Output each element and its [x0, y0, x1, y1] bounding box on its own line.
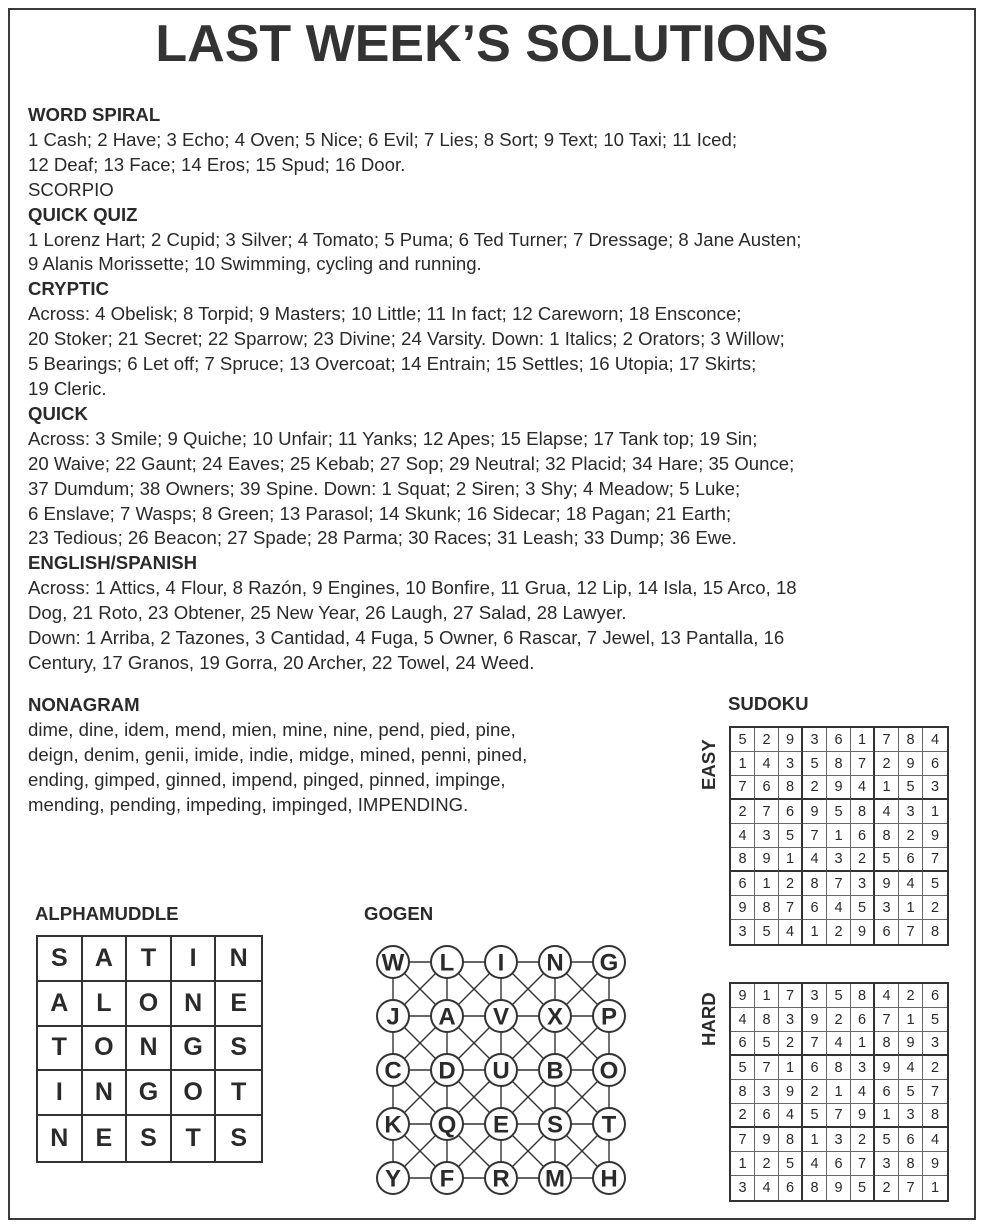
- sudoku-cell: 6: [899, 1128, 923, 1152]
- sudoku-cell: 9: [875, 1056, 899, 1080]
- sudoku-cell: 8: [803, 1176, 827, 1200]
- sudoku-cell: 2: [899, 824, 923, 848]
- gogen-letter: I: [497, 949, 505, 977]
- alphamuddle-cell: S: [38, 937, 83, 982]
- sudoku-cell: 5: [875, 848, 899, 872]
- sudoku-cell: 8: [827, 752, 851, 776]
- alphamuddle-grid: [36, 935, 263, 1163]
- sudoku-cell: 1: [803, 1128, 827, 1152]
- sudoku-heading: SUDOKU: [728, 693, 809, 714]
- sudoku-cell: 4: [851, 1080, 875, 1104]
- sudoku-cell: 4: [875, 800, 899, 824]
- alphamuddle-cell: G: [127, 1071, 172, 1116]
- alphamuddle-cell: S: [216, 1027, 261, 1072]
- sudoku-cell: 4: [755, 752, 779, 776]
- sudoku-cell: 2: [851, 848, 875, 872]
- sudoku-cell: 6: [875, 1080, 899, 1104]
- sudoku-cell: 4: [803, 848, 827, 872]
- sudoku-cell: 9: [755, 1128, 779, 1152]
- sudoku-cell: 2: [875, 1176, 899, 1200]
- alphamuddle-cell: I: [38, 1071, 83, 1116]
- sudoku-cell: 3: [779, 1008, 803, 1032]
- alphamuddle-cell: I: [172, 937, 217, 982]
- sudoku-cell: 2: [731, 1104, 755, 1128]
- gogen-letter: X: [546, 1003, 564, 1031]
- sudoku-cell: 1: [803, 920, 827, 944]
- sudoku-cell: 8: [923, 1104, 947, 1128]
- sudoku-cell: 5: [779, 1152, 803, 1176]
- gogen-letter: U: [492, 1057, 510, 1085]
- sudoku-cell: 1: [851, 728, 875, 752]
- sudoku-easy-label: EASY: [698, 739, 719, 790]
- sudoku-cell: 6: [755, 776, 779, 800]
- gogen-letter: S: [546, 1111, 564, 1139]
- sudoku-cell: 6: [851, 824, 875, 848]
- sudoku-cell: 5: [755, 1032, 779, 1056]
- sudoku-cell: 1: [755, 984, 779, 1008]
- gogen-letter: F: [439, 1165, 455, 1193]
- alphamuddle-cell: T: [216, 1071, 261, 1116]
- sudoku-cell: 9: [851, 920, 875, 944]
- sudoku-cell: 9: [827, 1176, 851, 1200]
- alphamuddle-cell: G: [172, 1027, 217, 1072]
- sudoku-cell: 6: [923, 984, 947, 1008]
- sudoku-cell: 2: [827, 1008, 851, 1032]
- sudoku-cell: 7: [875, 1008, 899, 1032]
- sudoku-cell: 1: [731, 752, 755, 776]
- sudoku-cell: 6: [779, 1176, 803, 1200]
- sudoku-cell: 1: [875, 1104, 899, 1128]
- sudoku-cell: 5: [803, 1104, 827, 1128]
- sudoku-cell: 6: [923, 752, 947, 776]
- sudoku-cell: 4: [827, 896, 851, 920]
- sudoku-cell: 8: [827, 1056, 851, 1080]
- alphamuddle-cell: T: [38, 1027, 83, 1072]
- sudoku-cell: 3: [755, 824, 779, 848]
- alphamuddle-cell: T: [127, 937, 172, 982]
- sudoku-cell: 1: [899, 1008, 923, 1032]
- sudoku-cell: 7: [923, 1080, 947, 1104]
- gogen-grid: [365, 934, 635, 1214]
- sudoku-cell: 2: [899, 984, 923, 1008]
- sudoku-cell: 1: [779, 848, 803, 872]
- alphamuddle-cell: E: [83, 1116, 128, 1161]
- sudoku-cell: 4: [899, 872, 923, 896]
- sudoku-cell: 6: [851, 1008, 875, 1032]
- sudoku-cell: 4: [803, 1152, 827, 1176]
- page-title: LAST WEEK’S SOLUTIONS: [155, 15, 829, 73]
- sudoku-cell: 1: [731, 1152, 755, 1176]
- cryptic-answers: Across: 4 Obelisk; 8 Torpid; 9 Masters; 10 Little; 11 In fact; 12 Careworn; 18 Ensconce; 20 Stoker; 21 Secret; 22 Sparrow; 23 Divine; 24 Varsity. Down: 1 Italics; 2 Orators; 3 Willow; 5 Bearings; 6 Let off; 7 Spruce; 13 Overcoat; 14 Entrain; 15 Settles; 16 Utopia; 17 Skirts; 19 Cleric.: [28, 303, 785, 399]
- sudoku-cell: 7: [731, 776, 755, 800]
- sudoku-hard-grid: [729, 982, 949, 1202]
- sudoku-cell: 5: [755, 920, 779, 944]
- sudoku-cell: 6: [731, 872, 755, 896]
- sudoku-cell: 9: [779, 728, 803, 752]
- sudoku-cell: 7: [851, 1152, 875, 1176]
- sudoku-cell: 3: [851, 872, 875, 896]
- gogen-letter: H: [600, 1165, 618, 1193]
- sudoku-cell: 3: [731, 920, 755, 944]
- sudoku-cell: 9: [851, 1104, 875, 1128]
- gogen-letter: B: [546, 1057, 564, 1085]
- sudoku-cell: 8: [755, 1008, 779, 1032]
- sudoku-cell: 3: [923, 776, 947, 800]
- sudoku-cell: 6: [827, 1152, 851, 1176]
- solutions-text: [28, 103, 968, 676]
- sudoku-cell: 7: [827, 1104, 851, 1128]
- gogen-letter: N: [546, 949, 564, 977]
- sudoku-cell: 4: [779, 920, 803, 944]
- sudoku-cell: 3: [827, 1128, 851, 1152]
- sudoku-cell: 8: [899, 1152, 923, 1176]
- sudoku-cell: 5: [731, 1056, 755, 1080]
- sudoku-cell: 4: [731, 1008, 755, 1032]
- sudoku-cell: 8: [731, 848, 755, 872]
- sudoku-cell: 8: [755, 896, 779, 920]
- sudoku-cell: 2: [779, 872, 803, 896]
- sudoku-cell: 7: [803, 824, 827, 848]
- alphamuddle-cell: O: [127, 982, 172, 1027]
- sudoku-cell: 7: [803, 1032, 827, 1056]
- sudoku-cell: 5: [803, 752, 827, 776]
- gogen-letter: W: [381, 949, 405, 977]
- gogen-letter: A: [438, 1003, 456, 1031]
- sudoku-cell: 3: [851, 1056, 875, 1080]
- sudoku-cell: 1: [930, 1180, 940, 1196]
- sudoku-hard-label: HARD: [698, 992, 719, 1046]
- sudoku-cell: 7: [755, 800, 779, 824]
- alphamuddle-cell: N: [216, 937, 261, 982]
- sudoku-cell: 2: [755, 728, 779, 752]
- gogen-letter: Q: [437, 1111, 457, 1139]
- sudoku-cell: 8: [851, 984, 875, 1008]
- english-spanish-answers: Across: 1 Attics, 4 Flour, 8 Razón, 9 Engines, 10 Bonfire, 11 Grua, 12 Lip, 14 Isla, 15 Arco, 18 Dog, 21 Roto, 23 Obtener, 25 New Year, 26 Laugh, 27 Salad, 28 Lawyer. Down: 1 Arriba, 2 Tazones, 3 Cantidad, 4 Fuga, 5 Owner, 6 Rascar, 7 Jewel, 13 Pantalla, 16 Century, 17 Granos, 19 Gorra, 20 Archer, 22 Towel, 24 Weed.: [28, 577, 797, 673]
- quick-quiz-answers: 1 Lorenz Hart; 2 Cupid; 3 Silver; 4 Tomato; 5 Puma; 6 Ted Turner; 7 Dressage; 8 Jane Austen; 9 Alanis Morissette; 10 Swimming, cycling and running.: [28, 228, 802, 275]
- sudoku-cell: 8: [779, 1128, 803, 1152]
- sudoku-cell: 2: [851, 1128, 875, 1152]
- sudoku-cell: 9: [923, 824, 947, 848]
- sudoku-cell: 6: [731, 1032, 755, 1056]
- sudoku-cell: 8: [930, 924, 940, 940]
- cryptic-heading: CRYPTIC: [28, 278, 109, 300]
- alphamuddle-cell: N: [83, 1071, 128, 1116]
- alphamuddle-cell: L: [83, 982, 128, 1027]
- alphamuddle-cell: O: [83, 1027, 128, 1072]
- sudoku-cell: 6: [899, 848, 923, 872]
- sudoku-cell: 2: [923, 896, 947, 920]
- english-spanish-heading: ENGLISH/SPANISH: [28, 552, 198, 574]
- alphamuddle-cell: T: [172, 1116, 217, 1161]
- nonagram-section: [28, 693, 708, 818]
- alphamuddle-cell: E: [216, 982, 261, 1027]
- sudoku-cell: 5: [827, 800, 851, 824]
- sudoku-cell: 1: [851, 1032, 875, 1056]
- sudoku-cell: 3: [875, 896, 899, 920]
- sudoku-cell: 8: [875, 1032, 899, 1056]
- sudoku-cell: 3: [803, 984, 827, 1008]
- sudoku-cell: 4: [923, 1128, 947, 1152]
- sudoku-cell: 4: [923, 728, 947, 752]
- sudoku-cell: 8: [851, 800, 875, 824]
- alphamuddle-cell: O: [172, 1071, 217, 1116]
- gogen-letter: O: [599, 1057, 619, 1085]
- alphamuddle-cell: N: [127, 1027, 172, 1072]
- sudoku-cell: 4: [779, 1104, 803, 1128]
- alphamuddle-cell: N: [172, 982, 217, 1027]
- sudoku-cell: 4: [875, 984, 899, 1008]
- sudoku-cell: 6: [803, 896, 827, 920]
- sudoku-cell: 8: [731, 1080, 755, 1104]
- sudoku-cell: 8: [875, 824, 899, 848]
- sudoku-cell: 4: [827, 1032, 851, 1056]
- sudoku-cell: 5: [779, 824, 803, 848]
- gogen-heading: GOGEN: [364, 903, 434, 924]
- sudoku-cell: 2: [803, 1080, 827, 1104]
- alphamuddle-heading: ALPHAMUDDLE: [35, 903, 179, 924]
- sudoku-cell: 5: [899, 776, 923, 800]
- sudoku-cell: 5: [875, 1128, 899, 1152]
- sudoku-cell: 4: [851, 776, 875, 800]
- gogen-letter: E: [492, 1111, 510, 1139]
- sudoku-cell: 2: [755, 1152, 779, 1176]
- sudoku-cell: 9: [899, 752, 923, 776]
- quick-answers: Across: 3 Smile; 9 Quiche; 10 Unfair; 11 Yanks; 12 Apes; 15 Elapse; 17 Tank top; 19 Sin; 20 Waive; 22 Gaunt; 24 Eaves; 25 Kebab; 27 Sop; 29 Neutral; 32 Placid; 34 Hare; 35 Ounce; 37 Dumdum; 38 Owners; 39 Spine. Down: 1 Squat; 2 Siren; 3 Shy; 4 Meadow; 5 Luke; 6 Enslave; 7 Wasps; 8 Green; 13 Parasol; 14 Skunk; 16 Sidecar; 18 Pagan; 21 Earth; 23 Tedious; 26 Beacon; 27 Spade; 28 Parma; 30 Races; 31 Leash; 33 Dump; 36 Ewe.: [28, 427, 795, 549]
- gogen-letter: G: [599, 949, 619, 977]
- sudoku-cell: 5: [731, 728, 755, 752]
- sudoku-cell: 8: [779, 776, 803, 800]
- gogen-letter: P: [600, 1003, 618, 1031]
- sudoku-cell: 3: [731, 1176, 755, 1200]
- alphamuddle-cell: A: [38, 982, 83, 1027]
- gogen-letter: M: [545, 1165, 565, 1193]
- sudoku-cell: 3: [803, 728, 827, 752]
- gogen-letter: V: [492, 1003, 510, 1031]
- sudoku-cell: 2: [875, 752, 899, 776]
- sudoku-cell: 9: [731, 984, 755, 1008]
- sudoku-cell: 9: [827, 776, 851, 800]
- word-spiral-heading: WORD SPIRAL: [28, 104, 161, 125]
- sudoku-cell: 3: [827, 848, 851, 872]
- sudoku-cell: 7: [779, 896, 803, 920]
- sudoku-cell: 6: [803, 1056, 827, 1080]
- gogen-letter: L: [439, 949, 455, 977]
- sudoku-cell: 9: [731, 896, 755, 920]
- sudoku-cell: 7: [923, 848, 947, 872]
- sudoku-cell: 9: [803, 1008, 827, 1032]
- sudoku-cell: 5: [851, 896, 875, 920]
- sudoku-cell: 9: [779, 1080, 803, 1104]
- sudoku-cell: 7: [827, 872, 851, 896]
- sudoku-cell: 6: [827, 728, 851, 752]
- alphamuddle-cell: N: [38, 1116, 83, 1161]
- sudoku-cell: 3: [755, 1080, 779, 1104]
- sudoku-cell: 2: [731, 800, 755, 824]
- sudoku-cell: 8: [803, 872, 827, 896]
- sudoku-cell: 7: [899, 920, 923, 944]
- sudoku-easy-grid: [729, 726, 949, 946]
- quick-heading: QUICK: [28, 402, 88, 424]
- sudoku-cell: 1: [827, 824, 851, 848]
- sudoku-cell: 1: [923, 800, 947, 824]
- sudoku-cell: 9: [923, 1152, 947, 1176]
- sudoku-cell: 6: [755, 1104, 779, 1128]
- alphamuddle-cell: S: [230, 1124, 248, 1153]
- sudoku-cell: 7: [899, 1176, 923, 1200]
- sudoku-cell: 7: [755, 1056, 779, 1080]
- sudoku-cell: 2: [779, 1032, 803, 1056]
- sudoku-cell: 3: [899, 1104, 923, 1128]
- sudoku-cell: 7: [779, 984, 803, 1008]
- gogen-letter: Y: [384, 1165, 402, 1193]
- quick-quiz-heading: QUICK QUIZ: [28, 203, 138, 225]
- sudoku-cell: 3: [899, 800, 923, 824]
- sudoku-cell: 7: [851, 752, 875, 776]
- sudoku-cell: 5: [923, 872, 947, 896]
- sudoku-cell: 1: [827, 1080, 851, 1104]
- sudoku-cell: 4: [755, 1176, 779, 1200]
- alphamuddle-cell: A: [83, 937, 128, 982]
- sudoku-cell: 4: [731, 824, 755, 848]
- sudoku-cell: 7: [731, 1128, 755, 1152]
- alphamuddle-cell: S: [127, 1116, 172, 1161]
- gogen-letter: C: [384, 1057, 402, 1085]
- sudoku-cell: 9: [899, 1032, 923, 1056]
- sudoku-cell: 1: [899, 896, 923, 920]
- sudoku-cell: 9: [875, 872, 899, 896]
- gogen-letter: T: [601, 1111, 617, 1139]
- sudoku-cell: 9: [803, 800, 827, 824]
- sudoku-cell: 3: [779, 752, 803, 776]
- sudoku-cell: 4: [899, 1056, 923, 1080]
- sudoku-cell: 8: [899, 728, 923, 752]
- sudoku-cell: 1: [779, 1056, 803, 1080]
- nonagram-answers: dime, dine, idem, mend, mien, mine, nine, pend, pied, pine, deign, denim, genii, imide, indie, midge, mined, penni, pined, ending, gimped, ginned, impend, pinged, pinned, impinge, mending, pending, impeding, impinged, IMPENDING.: [28, 718, 528, 815]
- nonagram-heading: NONAGRAM: [28, 694, 140, 715]
- sudoku-cell: 3: [923, 1032, 947, 1056]
- sudoku-cell: 1: [755, 872, 779, 896]
- gogen-letter: D: [438, 1057, 456, 1085]
- sudoku-cell: 5: [851, 1176, 875, 1200]
- sudoku-cell: 3: [875, 1152, 899, 1176]
- sudoku-cell: 6: [875, 920, 899, 944]
- sudoku-cell: 1: [875, 776, 899, 800]
- sudoku-cell: 7: [875, 728, 899, 752]
- sudoku-cell: 2: [803, 776, 827, 800]
- sudoku-cell: 6: [779, 800, 803, 824]
- gogen-letter: J: [386, 1003, 400, 1031]
- word-spiral-answers: 1 Cash; 2 Have; 3 Echo; 4 Oven; 5 Nice; 6 Evil; 7 Lies; 8 Sort; 9 Text; 10 Taxi; 11 Iced; 12 Deaf; 13 Face; 14 Eros; 15 Spud; 16 Door. SCORPIO: [28, 128, 738, 200]
- gogen-letter: R: [492, 1165, 510, 1193]
- gogen-letter: K: [384, 1111, 402, 1139]
- sudoku-cell: 2: [827, 920, 851, 944]
- sudoku-cell: 5: [827, 984, 851, 1008]
- sudoku-cell: 9: [755, 848, 779, 872]
- sudoku-cell: 5: [899, 1080, 923, 1104]
- sudoku-cell: 5: [923, 1008, 947, 1032]
- sudoku-cell: 2: [923, 1056, 947, 1080]
